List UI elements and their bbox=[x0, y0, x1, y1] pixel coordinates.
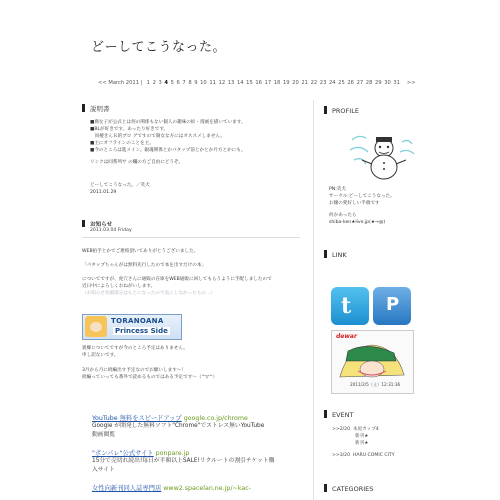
post-paragraph: 続編っていっても番外で読めるものではある予定です〜（^▽^） bbox=[82, 375, 218, 380]
ad-domain[interactable]: www2.spacelan.ne.jp/~kac- bbox=[163, 485, 251, 492]
post-paragraph: 申し訳ないです。 bbox=[82, 353, 119, 358]
twitter-glyph: t bbox=[341, 293, 352, 319]
calendar-day-link[interactable]: 3 bbox=[158, 80, 162, 86]
heading-bar bbox=[324, 250, 327, 258]
photo-brand: dewar bbox=[336, 333, 357, 340]
post-paragraph: 近日中によろしくおねがいします。 bbox=[82, 284, 156, 289]
heading-bar bbox=[82, 104, 85, 112]
calendar-day-link[interactable]: 5 bbox=[170, 80, 174, 86]
calendar-day-link[interactable]: 8 bbox=[188, 80, 192, 86]
toranoana-banner[interactable] bbox=[82, 314, 182, 340]
heading-bar bbox=[324, 106, 327, 114]
ads-block bbox=[92, 413, 307, 492]
calendar-day-link[interactable]: 26 bbox=[347, 80, 354, 86]
event-date: >>2/20 bbox=[332, 427, 351, 432]
calendar-day-link[interactable]: 23 bbox=[319, 80, 327, 86]
ad-headline bbox=[92, 448, 307, 457]
post-body bbox=[82, 248, 272, 297]
ad-headline bbox=[92, 413, 307, 422]
heading-bar bbox=[324, 484, 327, 492]
post-date: 2011.03.04 Friday bbox=[90, 228, 132, 233]
event-heading: EVENT bbox=[324, 410, 354, 419]
calendar-day-link[interactable]: 25 bbox=[338, 80, 345, 86]
calendar-day-link[interactable]: 18 bbox=[273, 80, 281, 86]
description-line: ■腐女子が公式とは何の関係もない個人の趣味の絵・漫画を描いています。 bbox=[90, 120, 246, 125]
photo-illustration bbox=[338, 341, 406, 379]
description-line: ■主にオフラインのことを主。 bbox=[90, 141, 154, 146]
ad-domain[interactable]: ponpare.jp bbox=[155, 450, 190, 457]
ad-description: Google が開発した無料ソフト"Chrome"でストレス無いYouTube bbox=[92, 423, 265, 429]
post-paragraph: 「パタップちゃんがは無料先行したので本を出すだけの本」 bbox=[82, 263, 207, 268]
calendar-day-link[interactable]: 1 bbox=[146, 80, 150, 86]
calendar-nav bbox=[98, 80, 418, 86]
calendar-day-link[interactable]: 24 bbox=[328, 80, 336, 86]
description-line: ■今のところは進メイン。銀魂関係とかパタップ前とかとか片方とかにも。 bbox=[90, 148, 246, 153]
ad-title-link[interactable]: "ポンパレ"公式サイト bbox=[92, 450, 154, 457]
ad-domain[interactable]: google.co.jp/chrome bbox=[183, 415, 248, 422]
banner-character-image bbox=[85, 316, 107, 337]
calendar-day-link[interactable]: 7 bbox=[182, 80, 186, 86]
calendar-day-link[interactable]: 29 bbox=[374, 80, 382, 86]
ad-title-link[interactable]: 女性向新刊同人誌専門店 bbox=[92, 485, 162, 492]
description-line: 同棲きんＲ的ブロ グですので腐女な方にはオススメしません。 bbox=[90, 134, 225, 139]
event-list bbox=[332, 426, 395, 459]
event-name: 本屋カップ4 bbox=[352, 427, 379, 432]
calendar-day-link[interactable]: 19 bbox=[282, 80, 290, 86]
description-heading: 説明書 bbox=[82, 104, 110, 113]
post-paragraph: WEB拍手とかでご連絡頂いてありがとうございました。 bbox=[82, 249, 199, 254]
calendar-day-link[interactable]: 31 bbox=[393, 80, 400, 86]
post-paragraph-faded: （お知らせ先頭部分はもとになったので気にしなかったもの…） bbox=[82, 291, 216, 296]
ad-description: 入サイト bbox=[92, 467, 115, 473]
calendar-day-link[interactable]: 16 bbox=[255, 80, 262, 86]
link-heading: LINK bbox=[324, 250, 347, 259]
event-item[interactable] bbox=[332, 426, 395, 433]
calendar-days bbox=[147, 80, 403, 86]
heading-bar bbox=[82, 220, 85, 227]
ad-title-link[interactable]: YouTube 無料をスピードアップ bbox=[92, 415, 182, 422]
post-paragraph: 3月から月に続編出す予定なのでお願いします〜！ bbox=[82, 368, 186, 373]
profile-heading: PROFILE bbox=[324, 106, 359, 115]
post-title[interactable]: お知らせ bbox=[82, 220, 132, 228]
banner-line2: Princess Side bbox=[115, 327, 168, 335]
snowman-illustration bbox=[348, 130, 416, 182]
calendar-day-link[interactable]: 13 bbox=[227, 80, 235, 86]
calendar-day-link[interactable]: 15 bbox=[246, 80, 253, 86]
post-header bbox=[82, 220, 132, 233]
event-sub: 新刊★ bbox=[355, 441, 369, 446]
calendar-day-link[interactable]: 6 bbox=[176, 80, 180, 86]
description-sign: どーしてこうなった。／笑犬 bbox=[90, 183, 150, 188]
post-paragraph: 異郷についてですが今のところ予定はありません。 bbox=[82, 346, 188, 351]
calendar-day-link[interactable]: 11 bbox=[209, 80, 216, 86]
profile-note: お嬢の愛好しい半端です bbox=[329, 201, 380, 206]
calendar-day-link[interactable]: 12 bbox=[218, 80, 226, 86]
profile-email: shiba-ken★live.jp(★→@) bbox=[329, 220, 386, 225]
description-body bbox=[90, 119, 246, 196]
categories-heading: CATEGORIES bbox=[324, 484, 373, 493]
event-name: HARU COMIC CITY bbox=[352, 453, 395, 458]
calendar-day-link[interactable]: 30 bbox=[384, 80, 391, 86]
link-photo[interactable] bbox=[331, 330, 414, 394]
calendar-day-link[interactable]: 27 bbox=[356, 80, 364, 86]
event-item[interactable] bbox=[332, 452, 395, 459]
ad-description: 動画閲覧 bbox=[92, 432, 116, 438]
banner-line1: TORANOANA bbox=[111, 317, 164, 325]
post-body-lower bbox=[82, 345, 217, 381]
calendar-day-link[interactable]: 20 bbox=[292, 80, 299, 86]
calendar-day-link[interactable]: 21 bbox=[301, 80, 308, 86]
event-sub: 新刊★ bbox=[355, 434, 369, 439]
calendar-day-link[interactable]: 14 bbox=[236, 80, 244, 86]
calendar-day-link[interactable]: 17 bbox=[264, 80, 272, 86]
calendar-day-link[interactable]: 10 bbox=[200, 80, 207, 86]
ad-description: 15分で売切れ続出!毎日が半額以上SALE!リクルートの割引チケット購 bbox=[92, 458, 275, 464]
site-title[interactable]: どーしてこうなった。 bbox=[91, 40, 227, 55]
calendar-prev-link[interactable]: << March 2011 | bbox=[98, 80, 143, 86]
calendar-next-link[interactable]: >> bbox=[406, 80, 416, 86]
post-divider bbox=[82, 237, 300, 238]
twitter-icon[interactable] bbox=[331, 287, 369, 325]
calendar-day-link[interactable]: 9 bbox=[194, 80, 198, 86]
calendar-day-link[interactable]: 22 bbox=[310, 80, 318, 86]
pixiv-glyph: P bbox=[386, 294, 400, 315]
calendar-day-link[interactable]: 2 bbox=[152, 80, 156, 86]
profile-contact-label: 何かあったら bbox=[329, 213, 357, 218]
profile-info bbox=[329, 186, 395, 226]
post-paragraph: についてですが、虎穴さんに通販の在庫をWEB通販に回してもらうように手配しましたので bbox=[82, 277, 272, 282]
ad-headline bbox=[92, 483, 307, 492]
description-line: ■BLが好きです。あったり好きです。 bbox=[90, 127, 169, 132]
profile-name: PN:笑犬 bbox=[329, 187, 346, 192]
calendar-day-link[interactable]: 4 bbox=[164, 80, 168, 86]
profile-circle: サークル:どーしてこうなった。 bbox=[329, 194, 395, 199]
pixiv-icon[interactable] bbox=[373, 287, 411, 325]
heading-bar bbox=[324, 410, 327, 418]
description-date: 2011.01.29 bbox=[90, 190, 117, 195]
calendar-day-link[interactable]: 28 bbox=[365, 80, 373, 86]
description-link-line: リンクは同系列サ の欄の方ご自由にどうぞ。 bbox=[90, 160, 184, 165]
photo-caption: 2011/2/5（土）12:31:36 bbox=[350, 382, 401, 387]
column-divider bbox=[313, 100, 314, 500]
event-date: >>3/20 bbox=[332, 453, 351, 458]
